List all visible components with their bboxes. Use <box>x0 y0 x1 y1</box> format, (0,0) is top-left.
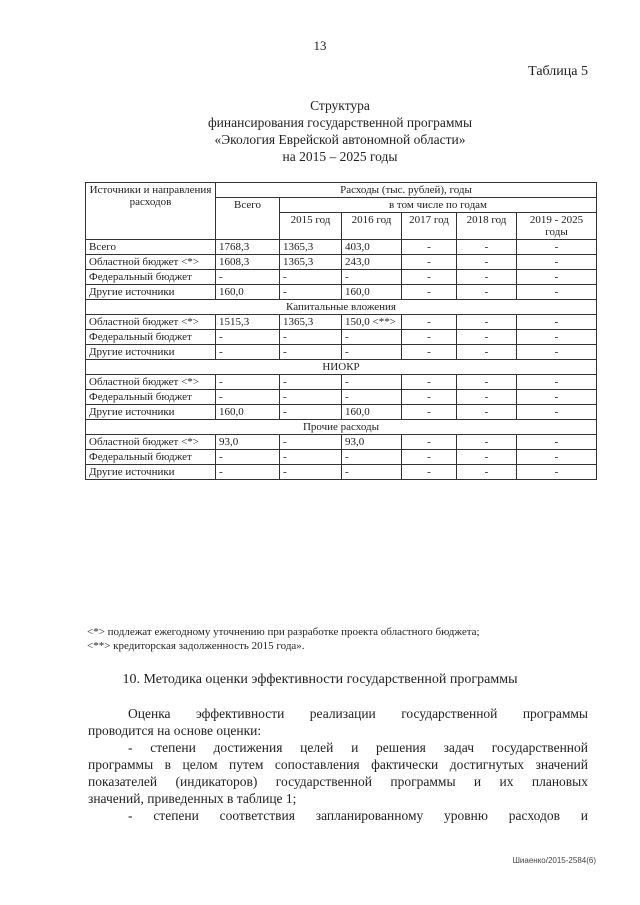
row-value: 160,0 <box>216 405 280 420</box>
row-value: - <box>457 375 517 390</box>
row-value: - <box>342 330 402 345</box>
body-text <box>88 705 588 824</box>
row-value: - <box>402 285 457 300</box>
row-value: - <box>342 270 402 285</box>
paragraph-line: показателей (индикаторов) государственной программы и их плановых <box>88 774 588 789</box>
row-value: - <box>342 375 402 390</box>
section-row <box>86 420 597 435</box>
note: <**> кредиторская задолженность 2015 года». <box>87 640 305 652</box>
row-value: - <box>517 240 597 255</box>
row-value: 1515,3 <box>216 315 280 330</box>
row-value: - <box>402 255 457 270</box>
row-value: - <box>457 405 517 420</box>
footer-code: Шиаенко/2015-2584(6) <box>512 856 596 865</box>
row-value: - <box>216 450 280 465</box>
header-sources: Источники и направления расходов <box>86 183 216 240</box>
row-label: Всего <box>86 240 216 255</box>
financing-table <box>85 182 597 480</box>
header-year: 2017 год <box>402 213 457 240</box>
section-title: НИОКР <box>86 360 597 375</box>
paragraph-line: - степени достижения целей и решения задач государственной <box>128 740 588 755</box>
header-row <box>86 183 597 198</box>
row-value: - <box>280 435 342 450</box>
row-label: Областной бюджет <*> <box>86 315 216 330</box>
row-value: - <box>216 375 280 390</box>
row-value: - <box>517 465 597 480</box>
row-value: 1365,3 <box>280 240 342 255</box>
table-row <box>86 255 597 270</box>
section-title: Капитальные вложения <box>86 300 597 315</box>
row-value: - <box>517 285 597 300</box>
row-value: - <box>342 345 402 360</box>
row-value: - <box>457 390 517 405</box>
table-row <box>86 405 597 420</box>
row-value: - <box>457 255 517 270</box>
row-value: - <box>216 270 280 285</box>
row-value: - <box>517 330 597 345</box>
table-row <box>86 450 597 465</box>
paragraph-line: значений, приведенных в таблице 1; <box>88 791 297 806</box>
row-value: - <box>402 270 457 285</box>
table-row <box>86 285 597 300</box>
row-value: - <box>216 390 280 405</box>
row-value: - <box>402 390 457 405</box>
row-value: - <box>402 315 457 330</box>
row-value: - <box>517 315 597 330</box>
row-value: - <box>457 330 517 345</box>
table-row <box>86 375 597 390</box>
table-row <box>86 240 597 255</box>
row-value: - <box>457 345 517 360</box>
paragraph-line: - степени соответствия запланированному уровню расходов и <box>128 808 588 823</box>
table-row <box>86 315 597 330</box>
row-label: Другие источники <box>86 285 216 300</box>
row-value: - <box>457 435 517 450</box>
row-value: - <box>517 270 597 285</box>
row-value: - <box>280 390 342 405</box>
row-value: - <box>402 450 457 465</box>
row-value: - <box>280 330 342 345</box>
row-value: - <box>280 405 342 420</box>
header-year: 2018 год <box>457 213 517 240</box>
row-value: - <box>280 345 342 360</box>
row-value: - <box>280 375 342 390</box>
row-value: 150,0 <**> <box>342 315 402 330</box>
row-value: - <box>457 465 517 480</box>
row-value: 160,0 <box>216 285 280 300</box>
row-value: - <box>216 465 280 480</box>
row-label: Федеральный бюджет <box>86 330 216 345</box>
row-value: - <box>517 390 597 405</box>
row-value: - <box>342 390 402 405</box>
row-value: - <box>402 435 457 450</box>
row-value: - <box>402 330 457 345</box>
row-value: - <box>517 405 597 420</box>
row-value: - <box>457 315 517 330</box>
row-value: - <box>216 330 280 345</box>
table-row <box>86 330 597 345</box>
row-value: - <box>342 450 402 465</box>
row-value: 1365,3 <box>280 255 342 270</box>
row-label: Федеральный бюджет <box>86 390 216 405</box>
table-row <box>86 345 597 360</box>
row-value: - <box>457 270 517 285</box>
table-row <box>86 390 597 405</box>
header-year: 2019 - 2025 годы <box>517 213 597 240</box>
row-value: - <box>517 450 597 465</box>
row-value: - <box>280 270 342 285</box>
table-notes <box>87 625 480 653</box>
row-value: 403,0 <box>342 240 402 255</box>
table-row <box>86 465 597 480</box>
row-label: Областной бюджет <*> <box>86 255 216 270</box>
row-value: 160,0 <box>342 285 402 300</box>
title-line: Структура <box>310 98 370 113</box>
header-year: 2016 год <box>342 213 402 240</box>
section-row <box>86 360 597 375</box>
header-by-years: в том числе по годам <box>280 198 597 213</box>
title-line: на 2015 – 2025 годы <box>282 149 398 164</box>
row-value: - <box>280 450 342 465</box>
header-expenses: Расходы (тыс. рублей), годы <box>216 183 597 198</box>
row-value: - <box>342 465 402 480</box>
row-value: - <box>216 345 280 360</box>
row-value: - <box>457 450 517 465</box>
header-total: Всего <box>216 198 280 240</box>
row-value: - <box>517 345 597 360</box>
section-title: Прочие расходы <box>86 420 597 435</box>
row-value: - <box>517 435 597 450</box>
row-value: 1608,3 <box>216 255 280 270</box>
header-year: 2015 год <box>280 213 342 240</box>
paragraph-line: проводится на основе оценки: <box>88 723 262 738</box>
row-label: Другие источники <box>86 465 216 480</box>
row-value: - <box>402 375 457 390</box>
row-value: - <box>402 465 457 480</box>
row-value: - <box>280 465 342 480</box>
title-line: «Экология Еврейской автономной области» <box>214 132 466 147</box>
table-label: Таблица 5 <box>528 64 588 79</box>
table-row <box>86 435 597 450</box>
section-row <box>86 300 597 315</box>
row-value: - <box>402 345 457 360</box>
row-value: 243,0 <box>342 255 402 270</box>
row-value: 1768,3 <box>216 240 280 255</box>
title-line: финансирования государственной программы <box>207 115 473 130</box>
row-value: 160,0 <box>342 405 402 420</box>
row-value: - <box>457 285 517 300</box>
row-value: 93,0 <box>216 435 280 450</box>
row-label: Федеральный бюджет <box>86 450 216 465</box>
note: <*> подлежат ежегодному уточнению при разработке проекта областного бюджета; <box>87 626 480 638</box>
row-label: Областной бюджет <*> <box>86 435 216 450</box>
row-value: - <box>457 240 517 255</box>
page-number: 13 <box>313 38 327 53</box>
section-heading: 10. Методика оценки эффективности государственной программы <box>122 672 518 687</box>
table-row <box>86 270 597 285</box>
row-value: 1365,3 <box>280 315 342 330</box>
row-label: Другие источники <box>86 405 216 420</box>
row-label: Областной бюджет <*> <box>86 375 216 390</box>
row-value: - <box>517 255 597 270</box>
row-value: 93,0 <box>342 435 402 450</box>
paragraph-line: программы в целом путем сопоставления фактически достигнутых значений <box>88 757 588 772</box>
paragraph-line: Оценка эффективности реализации государственной программы <box>128 706 588 721</box>
row-label: Федеральный бюджет <box>86 270 216 285</box>
row-value: - <box>402 240 457 255</box>
table-title <box>120 97 560 165</box>
row-value: - <box>280 285 342 300</box>
row-label: Другие источники <box>86 345 216 360</box>
row-value: - <box>517 375 597 390</box>
row-value: - <box>402 405 457 420</box>
